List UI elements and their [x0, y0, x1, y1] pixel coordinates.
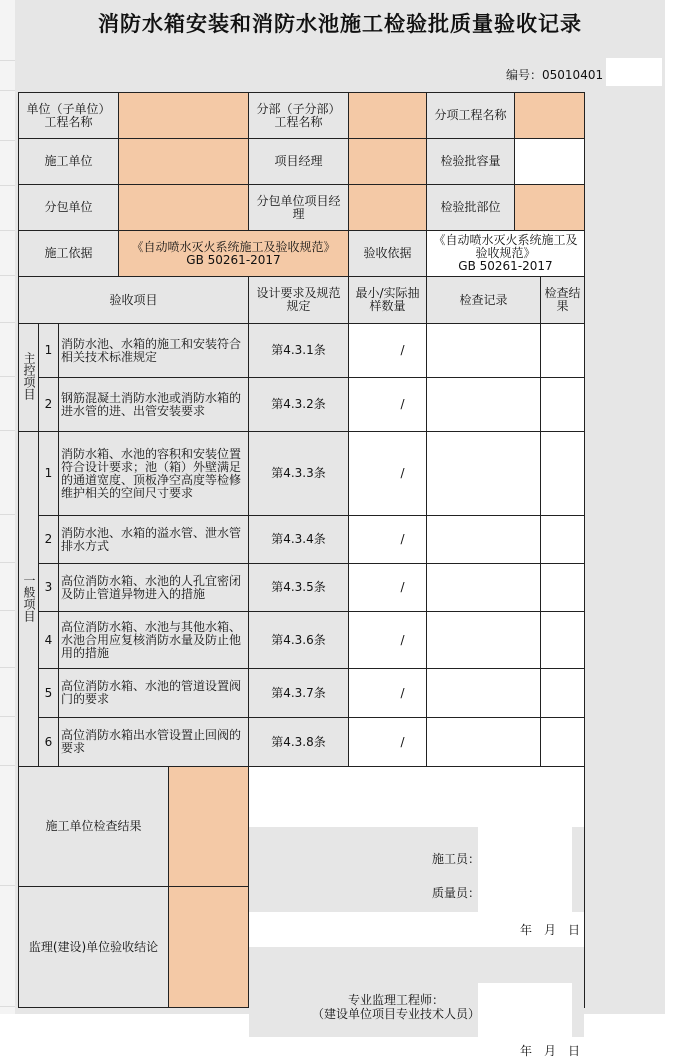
- unit-name-label: 单位（子单位）工程名称: [19, 93, 119, 139]
- item-text: 消防水池、水箱的施工和安装符合相关技术标准规定: [59, 324, 249, 378]
- check-result[interactable]: [541, 564, 585, 612]
- check-record[interactable]: [427, 516, 541, 564]
- check-record[interactable]: [427, 324, 541, 378]
- contractor-worker-label: 施工员：: [431, 851, 480, 866]
- item-text: 高位消防水箱、水池的管道设置阀门的要求: [59, 669, 249, 718]
- item-no: 2: [39, 378, 59, 432]
- contractor-value[interactable]: [119, 139, 249, 185]
- table-row: [19, 718, 585, 767]
- sample-actual[interactable]: /: [379, 324, 427, 378]
- supervisor-engineer-label: 专业监理工程师：: [347, 993, 444, 1007]
- batch-part-label: 检验批部位: [427, 185, 515, 231]
- sample-actual[interactable]: /: [379, 564, 427, 612]
- batch-part-value[interactable]: [515, 185, 585, 231]
- project-manager-value[interactable]: [349, 139, 427, 185]
- check-record[interactable]: [427, 432, 541, 516]
- sample-min[interactable]: [349, 612, 379, 669]
- acceptance-table: [18, 92, 585, 1058]
- table-row: [19, 324, 585, 378]
- item-no: 2: [39, 516, 59, 564]
- supervisor-engineer-block: [312, 993, 480, 1021]
- sample-min[interactable]: [349, 516, 379, 564]
- item-clause: 第4.3.4条: [249, 516, 349, 564]
- sub-pm-value[interactable]: [349, 185, 427, 231]
- check-record[interactable]: [427, 378, 541, 432]
- item-no: 6: [39, 718, 59, 767]
- item-no: 3: [39, 564, 59, 612]
- contractor-check-label: 施工单位检查结果: [19, 767, 169, 887]
- item-clause: 第4.3.7条: [249, 669, 349, 718]
- sample-actual[interactable]: /: [379, 612, 427, 669]
- division-name-value[interactable]: [349, 93, 427, 139]
- col-header-item: 验收项目: [19, 277, 249, 324]
- table-row: [19, 516, 585, 564]
- form-code: [506, 66, 603, 83]
- item-no: 4: [39, 612, 59, 669]
- sample-min[interactable]: [349, 432, 379, 516]
- check-result[interactable]: [541, 718, 585, 767]
- check-result[interactable]: [541, 324, 585, 378]
- sub-pm-label: 分包单位项目经理: [249, 185, 349, 231]
- accept-standard-code: GB 50261-2017: [458, 259, 553, 273]
- subitem-name-label: 分项工程名称: [427, 93, 515, 139]
- sample-actual[interactable]: /: [379, 516, 427, 564]
- contractor-check-value[interactable]: [169, 767, 249, 887]
- main-group-label: 主控项目: [19, 324, 39, 432]
- sample-actual[interactable]: /: [379, 669, 427, 718]
- accept-standard-name: 《自动喷水灭火系统施工及验收规范》: [433, 233, 578, 260]
- check-record[interactable]: [427, 669, 541, 718]
- table-row: [19, 378, 585, 432]
- check-record[interactable]: [427, 564, 541, 612]
- sample-min[interactable]: [349, 378, 379, 432]
- contractor-check-row: [19, 767, 585, 887]
- check-result[interactable]: [541, 612, 585, 669]
- item-text: 高位消防水箱、水池与其他水箱、水池合用应复核消防水量及防止他用的措施: [59, 612, 249, 669]
- item-clause: 第4.3.8条: [249, 718, 349, 767]
- table-row: [19, 564, 585, 612]
- check-result[interactable]: [541, 516, 585, 564]
- contractor-signature-block: [249, 767, 585, 937]
- item-clause: 第4.3.2条: [249, 378, 349, 432]
- code-value: 05010401: [542, 68, 604, 82]
- item-no: 5: [39, 669, 59, 718]
- supervisor-engineer-sub: （建设单位项目专业技术人员）: [311, 1007, 480, 1021]
- page-title: 消防水箱安装和消防水池施工检验批质量验收记录: [98, 11, 582, 36]
- supervisor-check-value[interactable]: [169, 887, 249, 1008]
- sample-min[interactable]: [349, 669, 379, 718]
- basis-value[interactable]: [119, 231, 349, 277]
- code-input-cell[interactable]: [606, 58, 662, 86]
- sample-actual[interactable]: /: [379, 718, 427, 767]
- col-header-result: 检查结果: [541, 277, 585, 324]
- supervisor-check-label: 监理(建设)单位验收结论: [19, 887, 169, 1008]
- contractor-quality-label: 质量员：: [431, 885, 480, 900]
- item-text: 消防水池、水箱的溢水管、泄水管排水方式: [59, 516, 249, 564]
- table-row: [19, 612, 585, 669]
- batch-capacity-label: 检验批容量: [427, 139, 515, 185]
- item-no: 1: [39, 324, 59, 378]
- item-text: 高位消防水箱、水池的人孔宜密闭及防止管道异物进入的措施: [59, 564, 249, 612]
- item-clause: 第4.3.6条: [249, 612, 349, 669]
- basis-standard-name: 《自动喷水灭火系统施工及验收规范》: [131, 239, 336, 254]
- item-no: 1: [39, 432, 59, 516]
- sample-actual[interactable]: /: [379, 378, 427, 432]
- check-result[interactable]: [541, 432, 585, 516]
- division-name-label: 分部（子分部）工程名称: [249, 93, 349, 139]
- project-manager-label: 项目经理: [249, 139, 349, 185]
- col-header-design: 设计要求及规范规定: [249, 277, 349, 324]
- spreadsheet-row-gutter: [0, 0, 16, 1014]
- contractor-date: 年 月 日: [519, 922, 580, 937]
- basis-label: 施工依据: [19, 231, 119, 277]
- sample-actual[interactable]: /: [379, 432, 427, 516]
- supervisor-date: 年 月 日: [519, 1044, 580, 1058]
- item-text: 消防水箱、水池的容积和安装位置符合设计要求；池（箱）外壁满足的通道宽度、顶板净空高度等检修维护相关的空间尺寸要求: [59, 432, 249, 516]
- item-text: 高位消防水箱出水管设置止回阀的要求: [59, 718, 249, 767]
- batch-capacity-value[interactable]: [515, 139, 585, 185]
- check-record[interactable]: [427, 612, 541, 669]
- item-text: 钢筋混凝土消防水池或消防水箱的进水管的进、出管安装要求: [59, 378, 249, 432]
- table-row: [19, 669, 585, 718]
- accept-basis-value[interactable]: [427, 231, 585, 277]
- basis-standard-code: GB 50261-2017: [186, 252, 281, 267]
- check-result[interactable]: [541, 669, 585, 718]
- code-label: 编号：: [506, 68, 543, 82]
- sample-min[interactable]: [349, 324, 379, 378]
- check-result[interactable]: [541, 378, 585, 432]
- col-header-record: 检查记录: [427, 277, 541, 324]
- sample-min[interactable]: [349, 564, 379, 612]
- table-row: [19, 432, 585, 516]
- accept-basis-label: 验收依据: [349, 231, 427, 277]
- contractor-label: 施工单位: [19, 139, 119, 185]
- item-clause: 第4.3.1条: [249, 324, 349, 378]
- subitem-name-value[interactable]: [515, 93, 585, 139]
- subcontractor-label: 分包单位: [19, 185, 119, 231]
- sheet-right-margin: [665, 0, 689, 1014]
- item-clause: 第4.3.5条: [249, 564, 349, 612]
- item-clause: 第4.3.3条: [249, 432, 349, 516]
- col-header-sample: 最小/实际抽样数量: [349, 277, 427, 324]
- sample-min[interactable]: [349, 718, 379, 767]
- general-group-label: 一般项目: [19, 432, 39, 767]
- subcontractor-value[interactable]: [119, 185, 249, 231]
- check-record[interactable]: [427, 718, 541, 767]
- unit-name-value[interactable]: [119, 93, 249, 139]
